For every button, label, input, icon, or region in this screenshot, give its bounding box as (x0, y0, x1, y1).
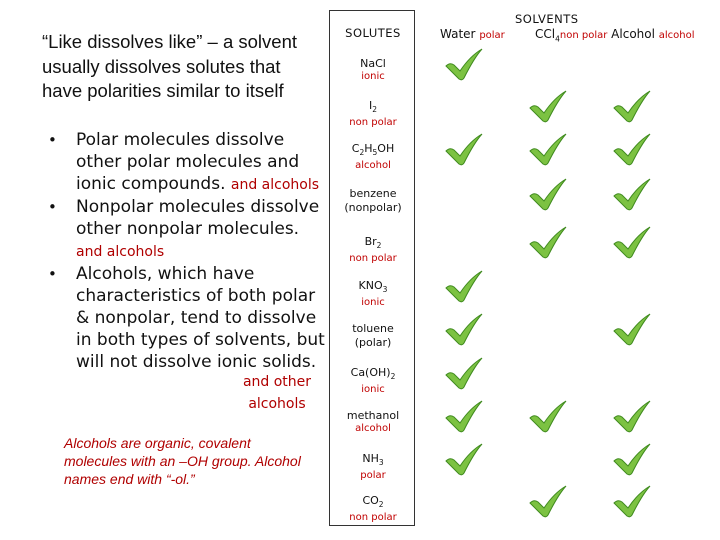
check-mark-icon (612, 226, 652, 260)
solute-name: $NH_3$ (362, 452, 384, 468)
solute-type: ionic (361, 297, 385, 309)
solute-cell (330, 409, 416, 435)
solutes-column (329, 10, 415, 526)
bullet-item (48, 263, 328, 415)
solvent-subscript: 4 (555, 34, 560, 44)
check-mark-icon (528, 226, 568, 260)
check-mark-icon (444, 133, 484, 167)
bullet-note: and alcohols (230, 177, 320, 193)
bullet-note: and alcohols (76, 244, 165, 260)
solute-name: NaCl (360, 57, 386, 70)
check-mark-icon (612, 485, 652, 519)
check-mark-icon (612, 178, 652, 212)
check-mark-icon (444, 313, 484, 347)
check-mark-icon (612, 443, 652, 477)
solute-note: (nonpolar) (344, 201, 402, 214)
solute-type: non polar (349, 117, 397, 129)
check-mark-icon (528, 133, 568, 167)
solute-name: $C_2H_5OH$ (351, 142, 395, 158)
check-mark-icon (444, 270, 484, 304)
solute-cell (330, 452, 416, 482)
check-mark-icon (528, 178, 568, 212)
solvents-header: SOLVENTS (515, 12, 579, 26)
check-mark-icon (612, 400, 652, 434)
intro-heading: “Like dissolves like” – a solvent usually dissolves solutes that have polarities similar to itself (42, 31, 297, 101)
check-mark-icon (528, 90, 568, 124)
check-mark-icon (612, 313, 652, 347)
formula-subscript: 3 (378, 458, 384, 468)
solute-name: $I_2$ (368, 99, 378, 115)
solute-cell (330, 366, 416, 396)
bullet-list (48, 129, 328, 415)
solute-type: alcohol (355, 160, 391, 172)
formula-subscript: 2 (378, 500, 384, 510)
formula-subscript: 2 (372, 105, 378, 115)
bullet-text: Nonpolar molecules dissolve other nonpolar molecules. (76, 197, 320, 239)
solute-name: $CO_2$ (362, 494, 384, 510)
solvent-type: alcohol (658, 30, 695, 41)
solutes-header: SOLUTES (345, 26, 401, 40)
alcohol-definition-note: Alcohols are organic, covalent molecules with an –OH group. Alcohol names end with “-ol.” (64, 435, 301, 487)
solute-cell (330, 494, 416, 524)
solute-cell (330, 235, 416, 265)
solute-cell (330, 187, 416, 215)
solvent-name: Alcohol (611, 27, 655, 41)
solvent-type: polar (479, 30, 505, 41)
solute-type: alcohol (355, 423, 391, 434)
formula-subscript: 5 (372, 148, 378, 158)
bullet-dot: • (48, 265, 57, 283)
check-mark-icon (444, 357, 484, 391)
solute-type: non polar (349, 512, 397, 524)
solute-name: toluene (352, 322, 394, 335)
check-mark-icon (444, 443, 484, 477)
solute-type: non polar (349, 253, 397, 265)
bullet-dot: • (48, 131, 57, 149)
solute-type: ionic (361, 384, 385, 396)
solvent-name: Water (440, 27, 476, 41)
bullet-note: and other alcohols (242, 374, 312, 412)
solute-type: polar (360, 470, 386, 482)
check-mark-icon (444, 48, 484, 82)
solute-cell (330, 279, 416, 309)
solvent-type: non polar (559, 30, 608, 41)
solute-type: ionic (361, 71, 385, 82)
bullet-text: Alcohols, which have characteristics of both polar & nonpolar, tend to dissolve in both types of solvents, but will not dissolve ionic solids. (76, 264, 325, 372)
solvent-header-ccl4 (535, 27, 695, 43)
solvent-header-water (440, 27, 505, 41)
bullet-text: Polar molecules dissolve other polar molecules and ionic compounds. (76, 130, 300, 194)
formula-subscript: 2 (390, 372, 396, 382)
solvent-name: CCl (535, 27, 556, 41)
check-mark-icon (528, 485, 568, 519)
solute-name: $KNO_3$ (358, 279, 388, 295)
bullet-dot: • (48, 198, 57, 216)
solute-cell (330, 322, 416, 350)
check-mark-icon (444, 400, 484, 434)
solute-cell (330, 142, 416, 172)
bullet-item (48, 129, 328, 196)
check-mark-icon (612, 133, 652, 167)
solute-name: benzene (349, 187, 397, 200)
solute-name: methanol (346, 409, 400, 422)
solute-note: (polar) (354, 336, 392, 349)
solute-cell (330, 57, 416, 83)
bullet-item (48, 196, 328, 263)
solute-name: $Br_2$ (364, 235, 382, 251)
solute-name: $Ca(OH)_2$ (350, 366, 396, 382)
formula-subscript: 3 (382, 285, 388, 295)
check-mark-icon (528, 400, 568, 434)
formula-subscript: 2 (376, 241, 382, 251)
solute-cell (330, 99, 416, 129)
check-mark-icon (612, 90, 652, 124)
formula-subscript: 2 (359, 148, 365, 158)
